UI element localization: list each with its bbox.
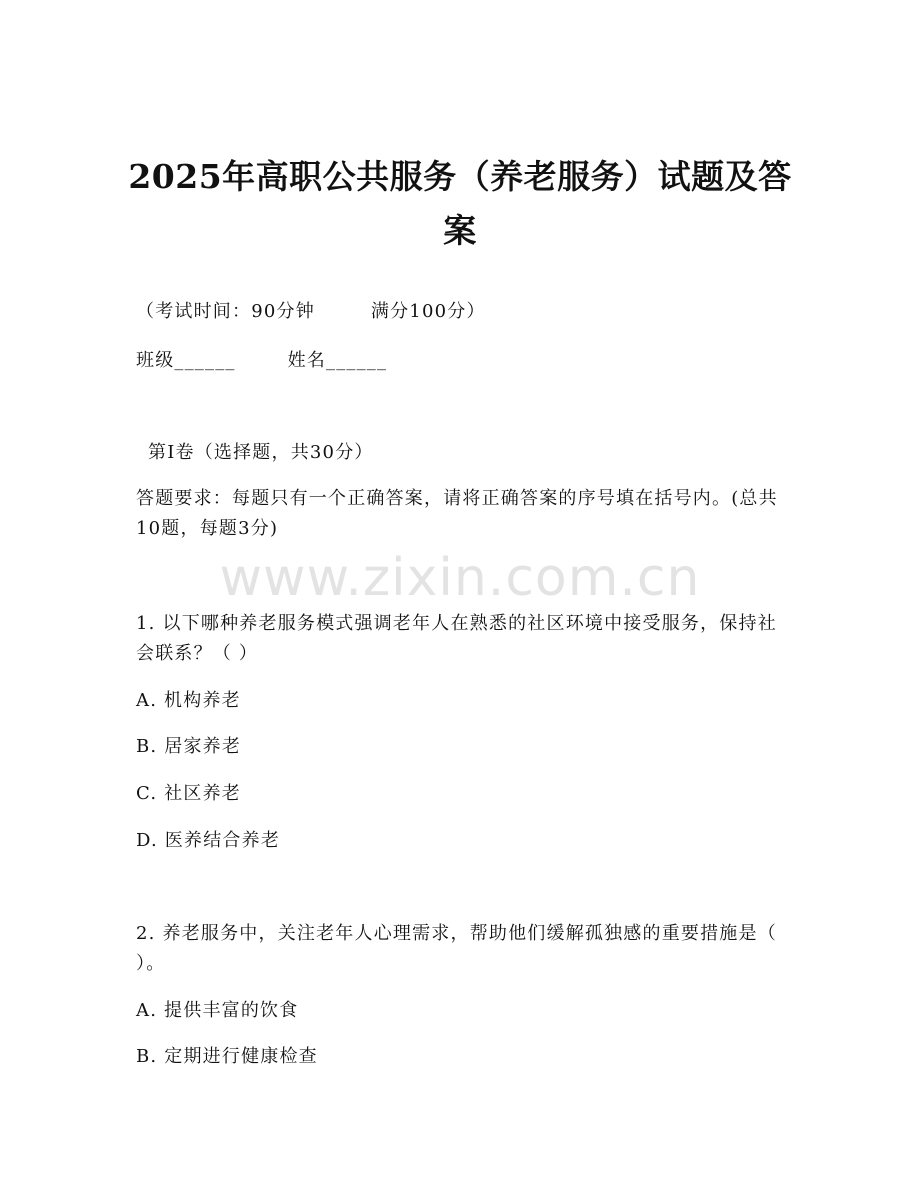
watermark: www.zixin.com.cn — [219, 548, 701, 608]
document-title: 2025年高职公共服务（养老服务）试题及答案 — [128, 157, 792, 250]
question-1-option-a[interactable]: A. 机构养老 — [136, 690, 241, 711]
question-1-option-c[interactable]: C. 社区养老 — [136, 783, 241, 804]
question-1-option-d[interactable]: D. 医养结合养老 — [136, 830, 281, 851]
question-1-option-b[interactable]: B. 居家养老 — [136, 736, 242, 757]
class-field[interactable]: 班级______ — [136, 350, 236, 371]
question-2-option-b[interactable]: B. 定期进行健康检查 — [136, 1046, 318, 1067]
question-1-stem: 1. 以下哪种养老服务模式强调老年人在熟悉的社区环境中接受服务，保持社会联系？（ ） — [136, 613, 777, 664]
question-2-stem: 2. 养老服务中，关注老年人心理需求，帮助他们缓解孤独感的重要措施是（ ）。 — [136, 923, 777, 974]
exam-full-score: 满分100分） — [370, 301, 486, 322]
instructions: 答题要求：每题只有一个正确答案，请将正确答案的序号填在括号内。(总共10题，每题3分) — [136, 488, 778, 539]
student-info — [136, 346, 387, 376]
exam-time: （考试时间：90分钟 — [136, 301, 315, 322]
section-heading: 第I卷（选择题，共30分） — [148, 442, 374, 463]
question-2-option-a[interactable]: A. 提供丰富的饮食 — [136, 1000, 299, 1021]
name-field[interactable]: 姓名______ — [287, 350, 388, 371]
exam-info — [136, 297, 486, 327]
